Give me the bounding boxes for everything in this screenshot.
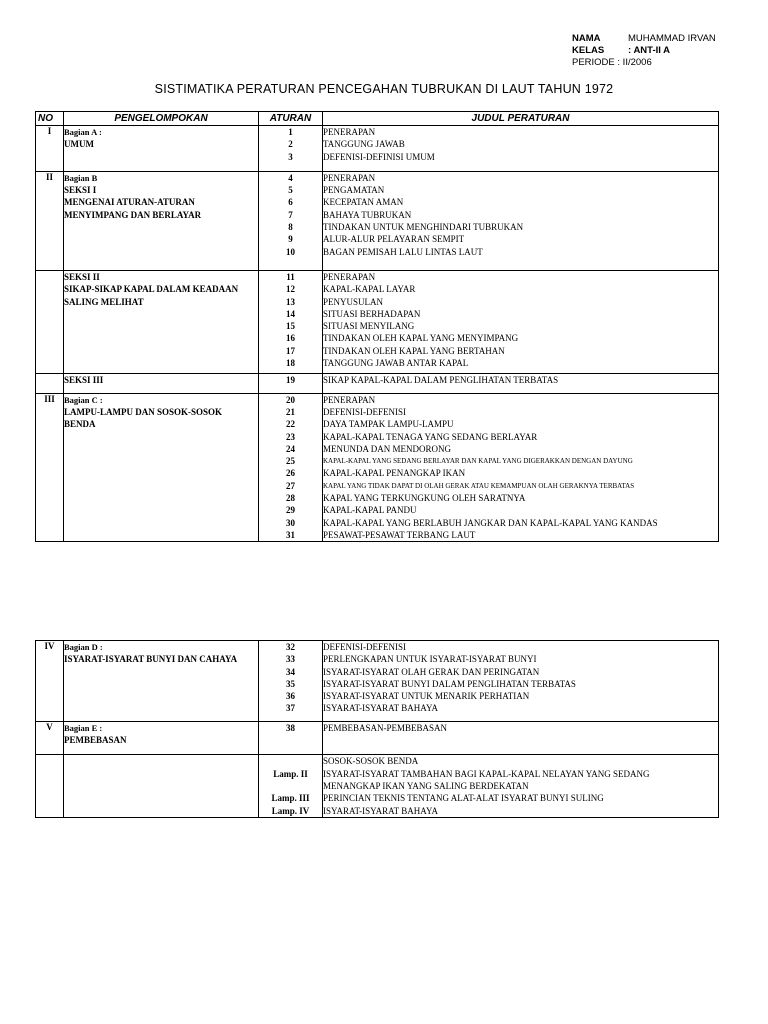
rule-title: PENYUSULAN xyxy=(323,296,384,307)
section-row xyxy=(36,721,719,755)
rule-number: 7 xyxy=(288,209,293,220)
rule-number: 22 xyxy=(286,419,295,430)
rule-title: KAPAL-KAPAL YANG BERLABUH JANGKAR DAN KAPAL-KAPAL YANG KANDAS xyxy=(323,517,658,528)
rule-title: PESAWAT-PESAWAT TERBANG LAUT xyxy=(323,529,476,540)
rule-title: PENERAPAN xyxy=(323,172,376,183)
rule-title: BAHAYA TUBRUKAN xyxy=(323,209,412,220)
student-info xyxy=(572,33,716,69)
rule-number: 8 xyxy=(288,222,293,233)
rule-title: DEFENISI-DEFENISI xyxy=(323,406,406,417)
rule-numbers xyxy=(259,721,323,755)
rule-titles xyxy=(323,755,719,817)
rule-title: KAPAL-KAPAL LAYAR xyxy=(323,284,416,295)
rule-title: KAPAL-KAPAL PENANGKAP IKAN xyxy=(323,468,466,479)
rule-title: DEFENISI-DEFENISI xyxy=(323,642,406,652)
rule-number: 18 xyxy=(286,358,295,369)
section-number xyxy=(36,374,64,393)
rule-number: 32 xyxy=(286,642,295,652)
group-label: BENDA xyxy=(64,419,96,430)
rule-title: ISYARAT-ISYARAT BUNYI DALAM PENGLIHATAN TERBATAS xyxy=(323,678,576,689)
rule-title: DEFENISI-DEFINISI UMUM xyxy=(323,151,435,162)
col-header-no: NO xyxy=(36,112,64,126)
rule-title: TINDAKAN OLEH KAPAL YANG BERTAHAN xyxy=(323,345,505,356)
rule-number: 16 xyxy=(286,333,295,344)
rule-title: KAPAL-KAPAL TENAGA YANG SEDANG BERLAYAR xyxy=(323,431,538,442)
rule-title: BAGAN PEMISAH LALU LINTAS LAUT xyxy=(323,246,483,257)
group-label: Bagian C : xyxy=(64,394,103,405)
rule-title: ISYARAT-ISYARAT UNTUK MENARIK PERHATIAN xyxy=(323,691,530,702)
rule-title: ISYARAT-ISYARAT BAHAYA xyxy=(323,703,438,714)
section-group xyxy=(64,171,259,270)
rule-title: PERINCIAN TEKNIS TENTANG ALAT-ALAT ISYARAT BUNYI SULING xyxy=(323,793,604,804)
section-row xyxy=(36,393,719,542)
rule-title: TINDAKAN OLEH KAPAL YANG MENYIMPANG xyxy=(323,333,519,344)
section-row xyxy=(36,755,719,817)
section-group xyxy=(64,270,259,373)
col-header-title: JUDUL PERATURAN xyxy=(323,112,719,126)
group-label: MENGENAI ATURAN-ATURAN xyxy=(64,197,195,208)
group-label: SEKSI I xyxy=(64,185,97,196)
section-row xyxy=(36,126,719,172)
rule-number: 9 xyxy=(288,234,293,245)
col-header-group: PENGELOMPOKAN xyxy=(64,112,259,126)
rule-number: 1 xyxy=(288,127,293,137)
rule-title: ISYARAT-ISYARAT TAMBAHAN BAGI KAPAL-KAPAL NELAYAN YANG SEDANG xyxy=(323,768,650,779)
rule-number: 13 xyxy=(286,296,295,307)
rule-number: 10 xyxy=(286,246,295,257)
rule-number: 24 xyxy=(286,443,295,454)
rule-number: 14 xyxy=(286,308,295,319)
rule-title: DAYA TAMPAK LAMPU-LAMPU xyxy=(323,419,454,430)
rule-number: 25 xyxy=(286,456,295,467)
section-number: V xyxy=(36,721,64,755)
rule-number: 5 xyxy=(288,185,293,196)
group-label: Bagian D : xyxy=(64,642,103,652)
rule-number: 31 xyxy=(286,529,295,540)
section-number xyxy=(36,755,64,817)
rule-numbers xyxy=(259,755,323,817)
col-header-rule: ATURAN xyxy=(259,112,323,126)
rule-number: 19 xyxy=(286,375,295,386)
section-group xyxy=(64,755,259,817)
rule-title: SITUASI MENYILANG xyxy=(323,321,415,332)
rule-number: 37 xyxy=(286,703,295,714)
rule-title: TANGGUNG JAWAB xyxy=(323,139,405,150)
group-label: SALING MELIHAT xyxy=(64,296,144,307)
rule-title: ISYARAT-ISYARAT OLAH GERAK DAN PERINGATAN xyxy=(323,666,540,677)
rule-title: TANGGUNG JAWAB ANTAR KAPAL xyxy=(323,358,469,369)
section-number: II xyxy=(36,171,64,270)
rule-number: Lamp. IV xyxy=(271,805,310,816)
group-label: Bagian A : xyxy=(64,127,102,137)
group-label: UMUM xyxy=(64,139,94,150)
rule-title: PENERAPAN xyxy=(323,127,376,137)
rule-titles xyxy=(323,374,719,393)
rule-titles xyxy=(323,721,719,755)
rule-title: SITUASI BERHADAPAN xyxy=(323,308,421,319)
rule-number: 15 xyxy=(286,321,295,332)
table-header-row xyxy=(36,112,719,126)
table-body-2 xyxy=(36,641,719,818)
rule-titles xyxy=(323,171,719,270)
section-number: IV xyxy=(36,641,64,722)
rule-numbers xyxy=(259,171,323,270)
section-group xyxy=(64,393,259,542)
rule-title: PENGAMATAN xyxy=(323,185,385,196)
rule-title: KAPAL-KAPAL PANDU xyxy=(323,505,417,516)
section-number: I xyxy=(36,126,64,172)
rule-title: KAPAL YANG TIDAK DAPAT DI OLAH GERAK ATAU KEMAMPUAN OLAH GERAKNYA TERBATAS xyxy=(323,481,635,490)
rule-numbers xyxy=(259,270,323,373)
rule-number: 3 xyxy=(288,151,293,162)
rule-titles xyxy=(323,270,719,373)
group-label: PEMBEBASAN xyxy=(64,735,127,746)
section-row xyxy=(36,171,719,270)
rule-number: 38 xyxy=(286,722,295,733)
group-label: ISYARAT-ISYARAT BUNYI DAN CAHAYA xyxy=(64,654,238,665)
group-label: MENYIMPANG DAN BERLAYAR xyxy=(64,209,202,220)
rule-number: 33 xyxy=(286,654,295,665)
rule-title: MENANGKAP IKAN YANG SALING BERDEKATAN xyxy=(323,780,529,791)
rule-number: 23 xyxy=(286,431,295,442)
section-group xyxy=(64,126,259,172)
rule-numbers xyxy=(259,374,323,393)
rule-number: 26 xyxy=(286,468,295,479)
rule-number: 27 xyxy=(286,480,295,491)
rule-title: ALUR-ALUR PELAYARAN SEMPIT xyxy=(323,234,465,245)
rule-number: 11 xyxy=(286,271,295,282)
rule-title: PENERAPAN xyxy=(323,394,376,405)
kelas-value: : ANT-II A xyxy=(628,45,671,56)
section-group xyxy=(64,374,259,393)
regulation-table-2 xyxy=(35,640,719,818)
group-label: SEKSI II xyxy=(64,271,100,282)
nama-row xyxy=(572,33,716,45)
section-group xyxy=(64,641,259,722)
rule-number: 4 xyxy=(288,172,293,183)
rule-number: 6 xyxy=(288,197,293,208)
rule-number: 36 xyxy=(286,691,295,702)
rule-title: ISYARAT-ISYARAT BAHAYA xyxy=(323,805,438,816)
nama-label: NAMA xyxy=(572,33,601,44)
section-number xyxy=(36,270,64,373)
rule-number: Lamp. III xyxy=(271,793,310,804)
rule-number: 20 xyxy=(286,394,295,405)
rule-number xyxy=(259,755,322,767)
rule-number: 21 xyxy=(286,406,295,417)
section-row xyxy=(36,641,719,722)
rule-numbers xyxy=(259,393,323,542)
rule-title: PENERAPAN xyxy=(323,271,376,282)
kelas-label: KELAS xyxy=(572,45,605,56)
section-number: III xyxy=(36,393,64,542)
rule-number: Lamp. II xyxy=(273,768,308,779)
rule-titles xyxy=(323,393,719,542)
rule-number: 28 xyxy=(286,493,295,504)
rule-title: KECEPATAN AMAN xyxy=(323,197,404,208)
rule-titles xyxy=(323,641,719,722)
rule-title: PERLENGKAPAN UNTUK ISYARAT-ISYARAT BUNYI xyxy=(323,654,537,665)
rule-title: TINDAKAN UNTUK MENGHINDARI TUBRUKAN xyxy=(323,222,524,233)
rule-number: 17 xyxy=(286,345,295,356)
rule-number: 29 xyxy=(286,505,295,516)
rule-number: 12 xyxy=(286,284,295,295)
rule-number: 2 xyxy=(288,139,293,150)
section-row xyxy=(36,270,719,373)
section-group xyxy=(64,721,259,755)
group-label: Bagian E : xyxy=(64,722,103,733)
regulation-table-1 xyxy=(35,111,719,542)
rule-number xyxy=(259,780,322,792)
group-label: SIKAP-SIKAP KAPAL DALAM KEADAAN xyxy=(64,284,239,295)
group-label: LAMPU-LAMPU DAN SOSOK-SOSOK xyxy=(64,406,223,417)
rule-title: PEMBEBASAN-PEMBEBASAN xyxy=(323,722,448,733)
group-label: Bagian B xyxy=(64,172,98,183)
kelas-row xyxy=(572,45,716,57)
rule-title: SIKAP KAPAL-KAPAL DALAM PENGLIHATAN TERBATAS xyxy=(323,375,559,386)
rule-titles xyxy=(323,126,719,172)
rule-title: KAPAL YANG TERKUNGKUNG OLEH SARATNYA xyxy=(323,493,526,504)
periode: PERIODE : II/2006 xyxy=(572,57,652,68)
rule-number: 35 xyxy=(286,678,295,689)
rule-number: 34 xyxy=(286,666,295,677)
rule-number: 30 xyxy=(286,517,295,528)
nama-value: MUHAMMAD IRVAN xyxy=(628,33,716,44)
rule-numbers xyxy=(259,641,323,722)
group-label: SEKSI III xyxy=(64,375,104,386)
rule-numbers xyxy=(259,126,323,172)
rule-title: KAPAL-KAPAL YANG SEDANG BERLAYAR DAN KAPAL YANG DIGERAKKAN DENGAN DAYUNG xyxy=(323,457,633,466)
page-title: SISTIMATIKA PERATURAN PENCEGAHAN TUBRUKAN DI LAUT TAHUN 1972 xyxy=(154,82,614,96)
rule-title: SOSOK-SOSOK BENDA xyxy=(323,756,419,767)
section-row xyxy=(36,374,719,393)
table-body-1 xyxy=(36,126,719,542)
rule-title: MENUNDA DAN MENDORONG xyxy=(323,443,451,454)
